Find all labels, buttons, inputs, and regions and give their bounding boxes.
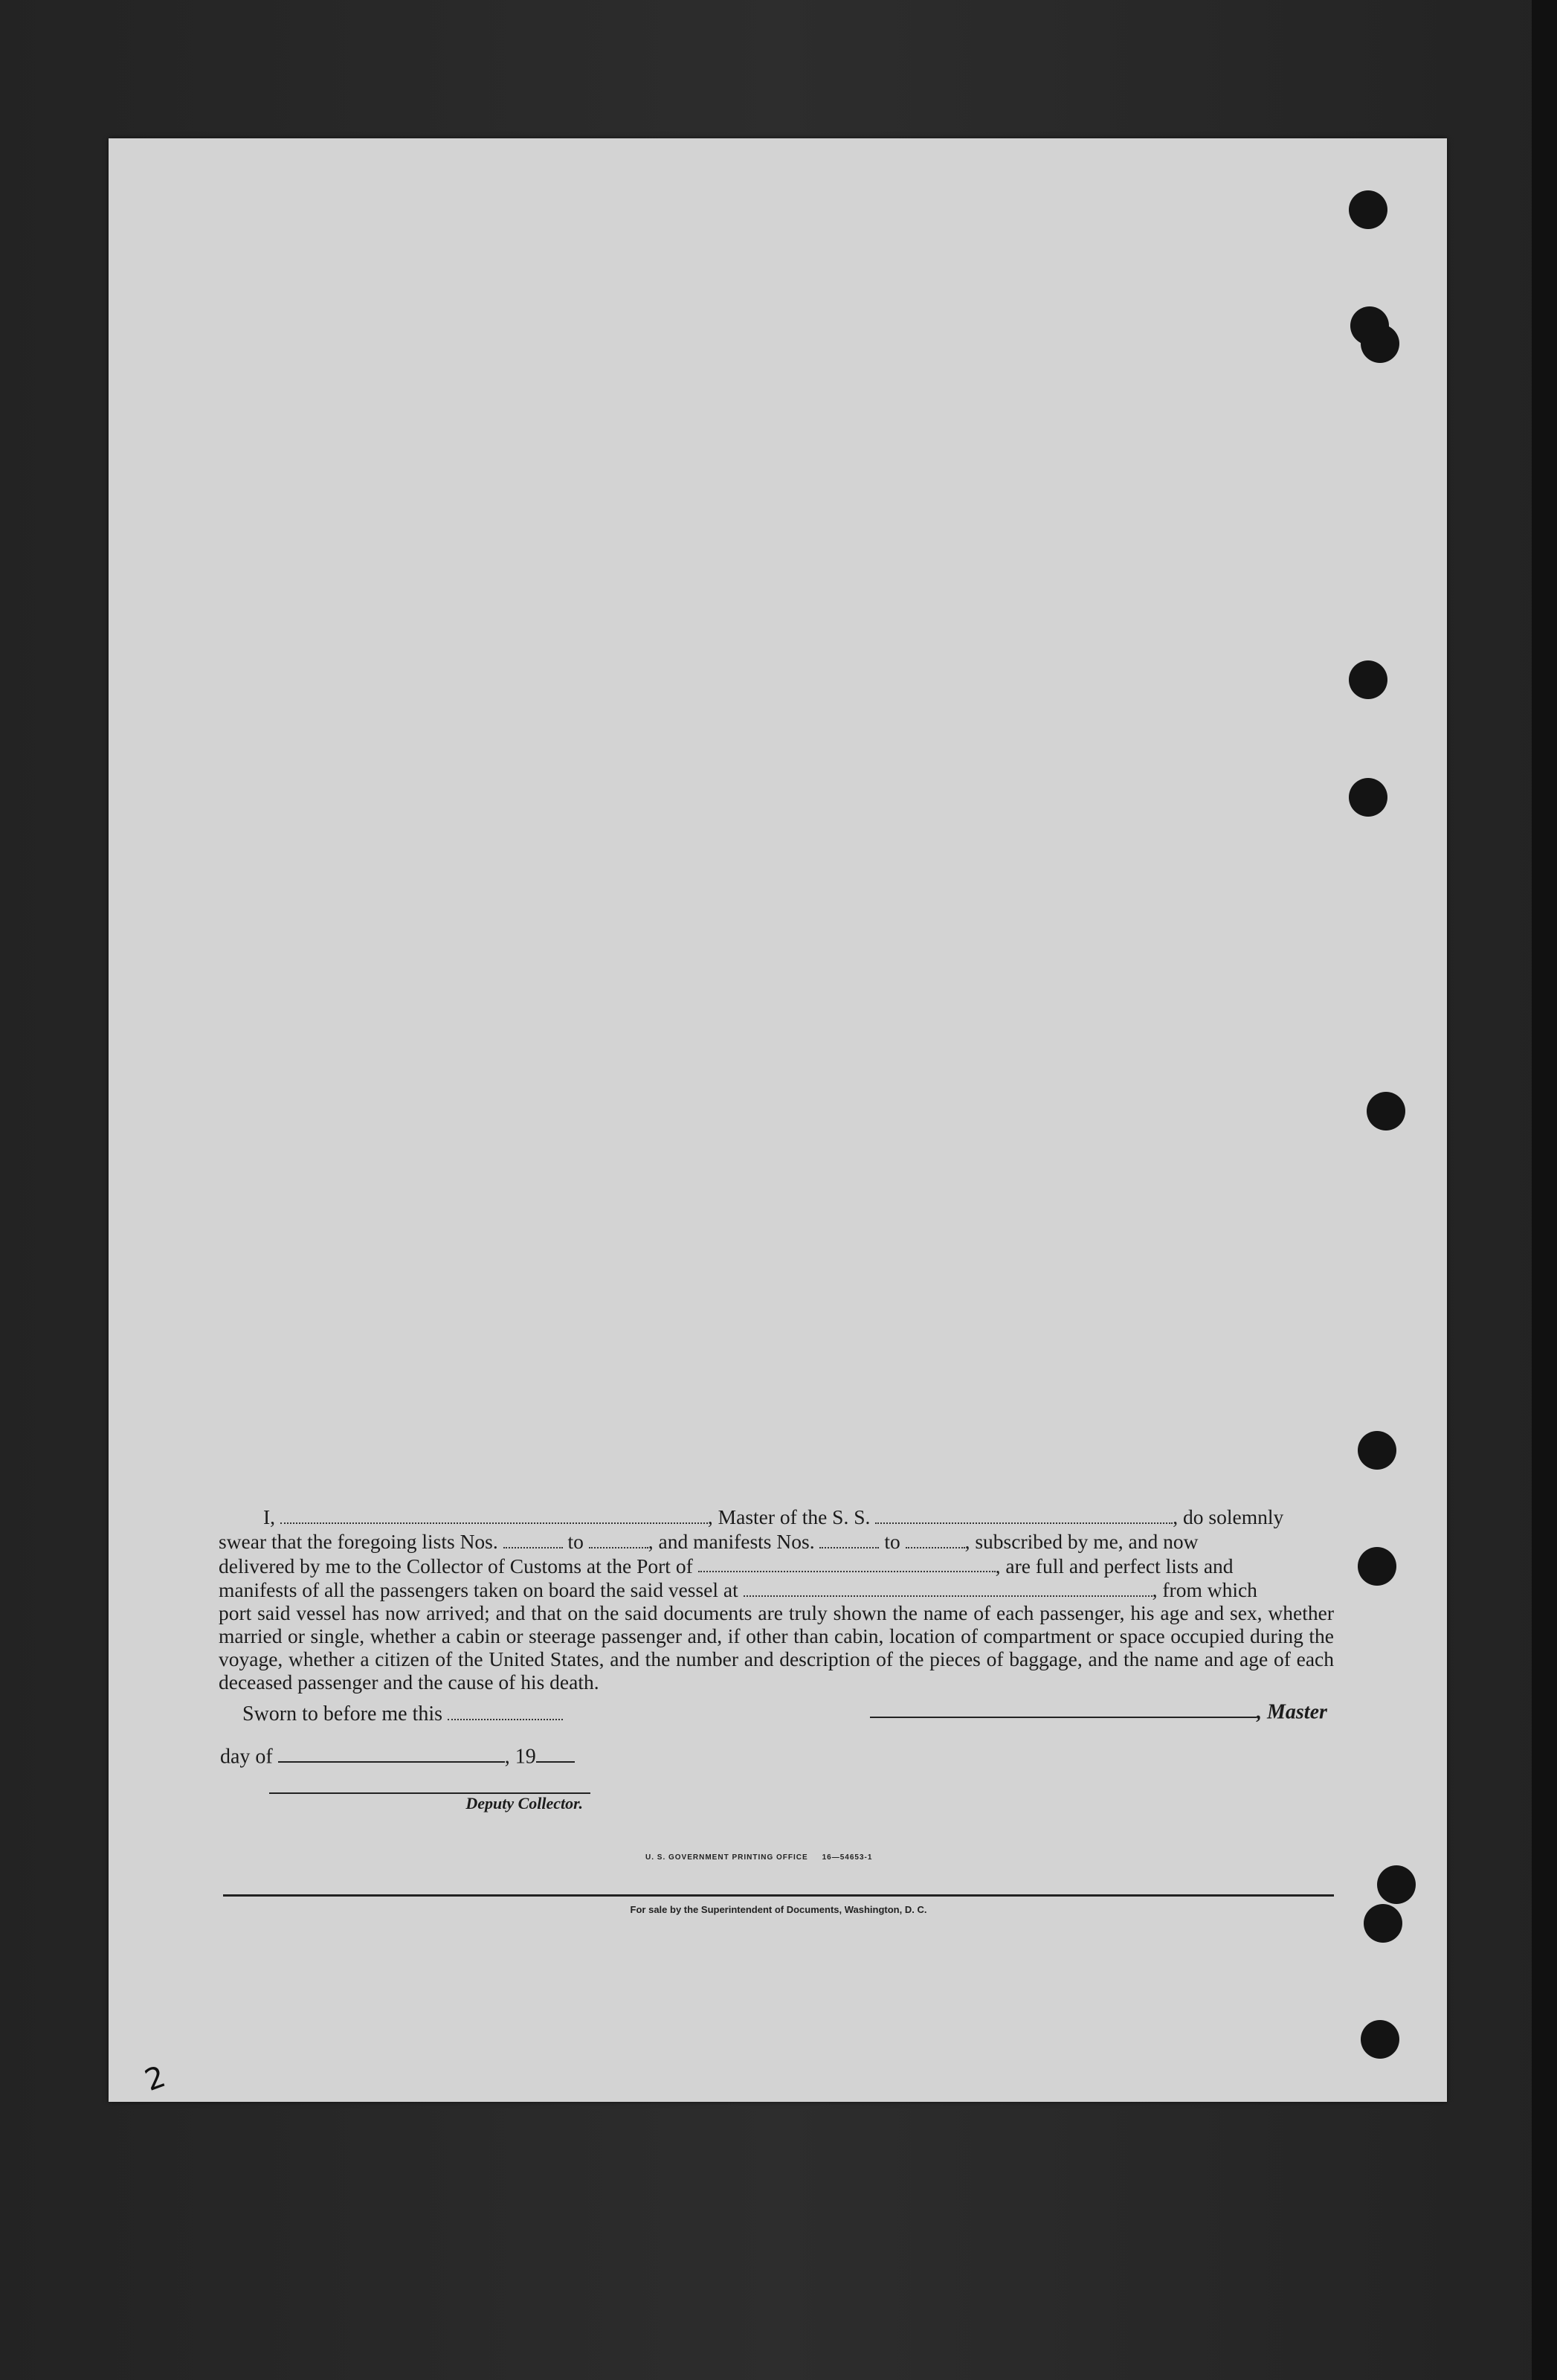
year-prefix-label: , 19 xyxy=(504,1745,536,1769)
swear-lists-label: swear that the foregoing lists Nos. xyxy=(219,1529,498,1553)
sworn-date-blank[interactable] xyxy=(448,1700,563,1720)
oath-line-1 xyxy=(219,1504,1334,1528)
day-of-month-line[interactable] xyxy=(278,1745,505,1763)
punch-hole xyxy=(1349,190,1387,229)
master-signature-line[interactable] xyxy=(870,1700,1257,1718)
subscribed-label: , subscribed by me, and now xyxy=(964,1529,1199,1553)
punch-hole xyxy=(1367,1092,1405,1130)
punch-hole xyxy=(1358,1547,1396,1586)
punch-hole xyxy=(1349,660,1387,699)
punch-hole xyxy=(1358,1431,1396,1470)
form-number-text: 16—54653-1 xyxy=(822,1853,873,1862)
deputy-signature-line[interactable] xyxy=(269,1785,590,1794)
printing-office-imprint xyxy=(645,1853,872,1862)
from-which-label: , from which xyxy=(1152,1578,1257,1601)
port-blank[interactable] xyxy=(698,1553,996,1573)
punch-hole xyxy=(1361,2020,1399,2059)
oath-line-4 xyxy=(219,1577,1334,1601)
to-label: to xyxy=(567,1529,584,1553)
day-of-row xyxy=(220,1745,575,1769)
master-of-label: , Master of the S. S. xyxy=(707,1505,871,1528)
deputy-collector-label: Deputy Collector. xyxy=(465,1794,583,1813)
manifests-to-blank[interactable] xyxy=(906,1528,965,1548)
sworn-label: Sworn to before me this xyxy=(242,1702,443,1726)
punch-hole xyxy=(1361,324,1399,363)
master-signature-row xyxy=(870,1700,1327,1724)
master-name-blank[interactable] xyxy=(280,1504,708,1524)
deputy-signature-row xyxy=(269,1785,590,1813)
punch-hole xyxy=(1377,1865,1416,1904)
day-of-label: day of xyxy=(220,1745,273,1769)
do-solemnly-label: , do solemnly xyxy=(1173,1505,1284,1528)
master-signature-label: , Master xyxy=(1257,1700,1327,1724)
full-perfect-label: , are full and perfect lists and xyxy=(995,1554,1234,1577)
manifests-all-label: manifests of all the passengers taken on board the said vessel at xyxy=(219,1578,738,1601)
oath-line-2 xyxy=(219,1528,1334,1553)
oath-line-3 xyxy=(219,1553,1334,1577)
scan-edge-strip xyxy=(1532,0,1557,2380)
manifests-from-blank[interactable] xyxy=(819,1528,879,1548)
sale-notice: For sale by the Superintendent of Documents, Washington, D. C. xyxy=(630,1904,927,1915)
embark-port-blank[interactable] xyxy=(744,1577,1153,1597)
to-label: to xyxy=(884,1529,900,1553)
oath-body: port said vessel has now arrived; and that on the said documents are truly shown the name of each passenger, his age and sex, whether married or single, whether a cabin or steerage passenger and, if other than cabin, location of compartment or space occupied during the voyage, whether a citizen of the United States, and the number and description of the pieces of baggage, and the name and age of each deceased passenger and the cause of his death. xyxy=(219,1601,1334,1694)
delivered-label: delivered by me to the Collector of Customs at the Port of xyxy=(219,1554,693,1577)
and-manifests-label: , and manifests Nos. xyxy=(648,1529,815,1553)
footer-rule xyxy=(223,1894,1334,1897)
lists-from-blank[interactable] xyxy=(503,1528,563,1548)
lists-to-blank[interactable] xyxy=(589,1528,648,1548)
oath-paragraph xyxy=(219,1504,1334,1694)
oath-opening: I, xyxy=(263,1505,276,1528)
punch-hole xyxy=(1349,778,1387,817)
sworn-row xyxy=(242,1700,563,1726)
ship-name-blank[interactable] xyxy=(875,1504,1173,1524)
printing-office-text: U. S. GOVERNMENT PRINTING OFFICE xyxy=(645,1853,808,1862)
margin-handwritten-mark: 2 xyxy=(140,2059,170,2098)
punch-hole xyxy=(1364,1904,1402,1943)
year-line[interactable] xyxy=(536,1745,575,1763)
